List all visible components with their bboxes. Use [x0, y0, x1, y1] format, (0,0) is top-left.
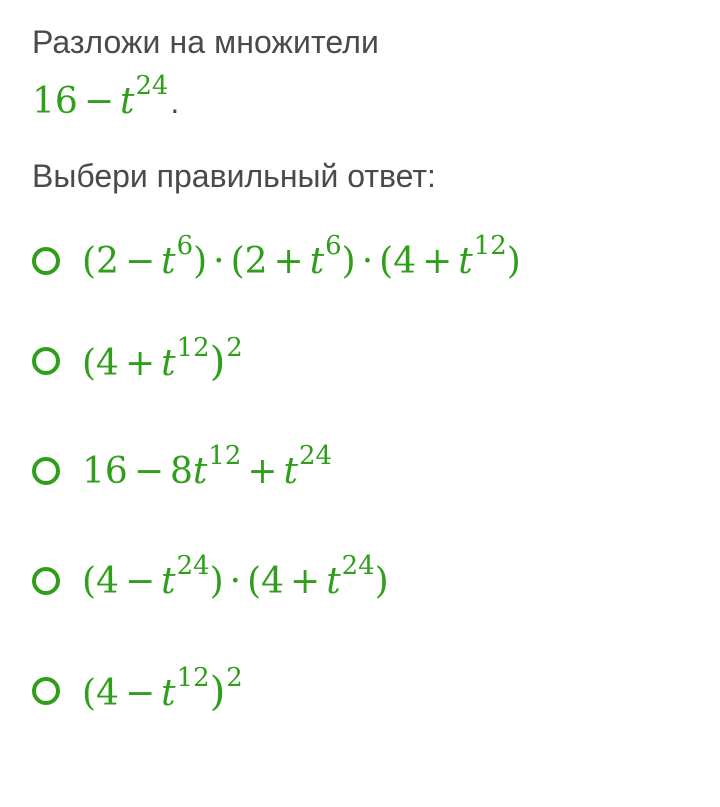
formula-operator: + — [124, 342, 156, 384]
formula-exponent: 12 — [208, 440, 242, 471]
formula-operator: + — [247, 450, 278, 492]
formula-part: (4 — [247, 560, 285, 602]
radio-button[interactable] — [32, 567, 60, 595]
formula-exponent: 6 — [176, 230, 194, 261]
formula-part: 8 — [169, 450, 193, 492]
formula-part: ) — [341, 240, 356, 282]
formula-exponent: 12 — [176, 332, 210, 363]
formula-variable: t — [458, 240, 473, 282]
answer-option-1[interactable] — [32, 216, 692, 306]
answer-options — [32, 216, 692, 746]
expression-constant: 16 — [32, 81, 78, 122]
answer-prompt: Выбери правильный ответ: — [32, 158, 436, 194]
answer-option-5[interactable] — [32, 636, 692, 746]
formula-variable: t — [161, 672, 176, 714]
formula-part: (4 — [82, 342, 119, 384]
task-expression — [32, 71, 169, 122]
formula-part: (4 — [82, 672, 119, 714]
formula-variable: t — [161, 342, 176, 384]
formula-exponent: 24 — [176, 550, 210, 581]
radio-button[interactable] — [32, 247, 60, 275]
formula-part: (2 — [82, 240, 119, 282]
answer-option-4[interactable] — [32, 526, 692, 636]
formula-variable: t — [161, 560, 176, 602]
formula-variable: t — [326, 560, 341, 602]
formula-operator: − — [124, 672, 156, 714]
expression-period: . — [170, 84, 180, 120]
formula-operator: − — [124, 240, 156, 282]
formula-part: ) — [193, 240, 208, 282]
answer-option-3[interactable] — [32, 416, 692, 526]
formula-exponent: 2 — [226, 332, 243, 363]
formula-exponent: 12 — [176, 662, 210, 693]
formula-exponent: 12 — [473, 230, 507, 261]
formula-variable: t — [283, 450, 298, 492]
formula-variable: t — [309, 240, 325, 282]
option-formula — [82, 550, 389, 602]
formula-part: ) — [209, 667, 226, 715]
option-formula — [82, 230, 521, 282]
option-formula — [82, 332, 243, 385]
formula-operator: − — [124, 560, 156, 602]
radio-button[interactable] — [32, 457, 60, 485]
task-card — [32, 20, 692, 746]
formula-operator: + — [422, 240, 453, 282]
formula-operator: · — [229, 560, 242, 602]
option-formula — [82, 440, 332, 492]
task-expression-line — [32, 71, 692, 130]
formula-variable: t — [192, 450, 208, 492]
expression-variable: t — [119, 81, 135, 122]
formula-part: 16 — [82, 450, 128, 492]
formula-part: ) — [374, 560, 389, 602]
formula-operator: · — [213, 240, 225, 282]
formula-part: ) — [209, 560, 224, 602]
formula-exponent: 2 — [226, 662, 243, 693]
expression-exponent: 24 — [135, 71, 169, 102]
formula-operator: − — [133, 450, 164, 492]
formula-exponent: 24 — [341, 550, 375, 581]
task-title: Разложи на множители — [32, 24, 379, 60]
formula-part: ) — [209, 337, 226, 385]
formula-exponent: 24 — [298, 440, 332, 471]
radio-button[interactable] — [32, 677, 60, 705]
radio-button[interactable] — [32, 347, 60, 375]
answer-option-2[interactable] — [32, 306, 692, 416]
formula-part: (4 — [379, 240, 417, 282]
expression-operator: − — [83, 81, 114, 122]
option-formula — [82, 662, 243, 715]
formula-exponent: 6 — [325, 230, 342, 261]
formula-operator: + — [290, 560, 321, 602]
formula-part: (4 — [82, 560, 119, 602]
formula-part: ) — [506, 240, 521, 282]
formula-part: (2 — [230, 240, 268, 282]
formula-operator: + — [273, 240, 304, 282]
formula-operator: · — [361, 240, 374, 282]
formula-variable: t — [161, 240, 176, 282]
